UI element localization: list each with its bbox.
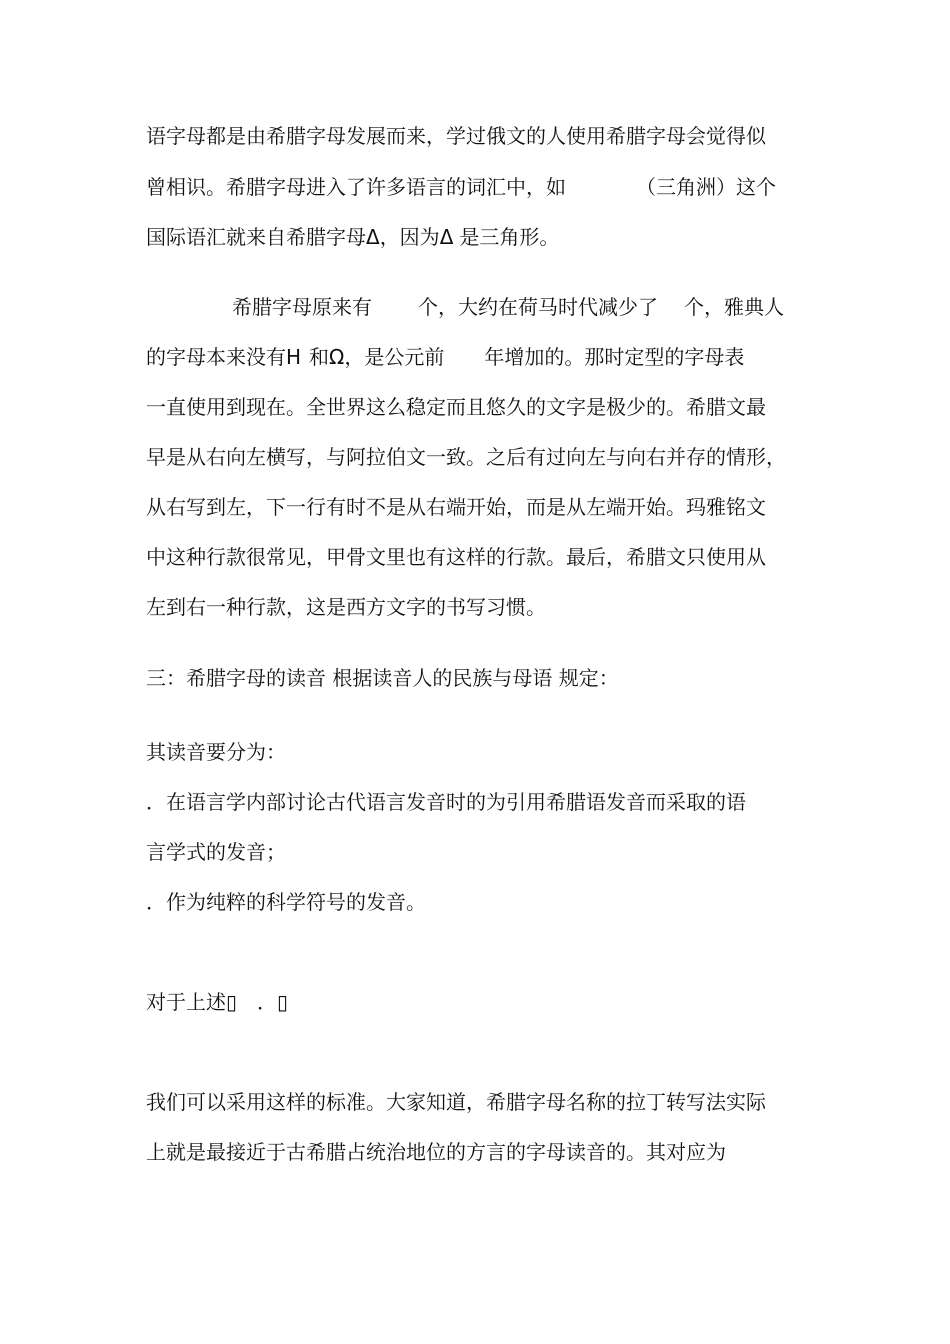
text-run: 的字母本来没有 xyxy=(146,345,286,369)
paragraph-2-line-3: 一直使用到现在。全世界这么稳定而且悠久的文字是极少的。希腊文最 xyxy=(146,395,766,419)
section-heading-3: 三：希腊字母的读音 根据读音人的民族与母语 规定： xyxy=(146,666,619,690)
paragraph-2-line-6: 中这种行款很常见，甲骨文里也有这样的行款。最后，希腊文只使用从 xyxy=(146,545,766,569)
text-run: 国际语汇就来自希腊字母 xyxy=(146,225,366,249)
text-run: 曾相识。希腊字母进入了许多语言的词汇中，如 xyxy=(146,175,566,199)
list-item-1-line-1: ．在语言学内部讨论古代语言发音时的为引用希腊语发音而采取的语 xyxy=(146,790,746,814)
text-run: 是三角形。 xyxy=(459,225,560,249)
text-run: ，是公元前 xyxy=(344,345,445,369)
text-run: 个，雅典人 xyxy=(684,295,784,319)
delta-symbol: Δ xyxy=(439,225,454,249)
paragraph-6-line-2: 上就是最接近于古希腊占统治地位的方言的字母读音的。其对应为 xyxy=(146,1140,726,1164)
eta-symbol: Η xyxy=(286,345,302,369)
text-run: 年增加的。那时定型的字母表 xyxy=(484,345,745,369)
paragraph-2-line-1 xyxy=(232,293,784,321)
paragraph-2-line-7: 左到右一种行款，这是西方文字的书写习惯。 xyxy=(146,595,546,619)
paragraph-5-line-1: 对于上述▯ ．▯ xyxy=(146,990,289,1014)
list-item-1-line-2: 言学式的发音； xyxy=(146,840,286,864)
paragraph-2-line-5: 从右写到左，下一行有时不是从右端开始，而是从左端开始。玛雅铭文 xyxy=(146,495,766,519)
paragraph-4-line-1: 其读音要分为： xyxy=(146,740,286,764)
text-run: 和 xyxy=(309,345,330,369)
text-run: 希腊字母原来有 xyxy=(232,295,372,319)
omega-symbol: Ω xyxy=(329,345,345,369)
paragraph-6-line-1: 我们可以采用这样的标准。大家知道，希腊字母名称的拉丁转写法实际 xyxy=(146,1090,766,1114)
list-item-2-line-1: ．作为纯粹的科学符号的发音。 xyxy=(146,890,426,914)
text-run: （三角洲）这个 xyxy=(636,175,776,199)
text-run: ，因为 xyxy=(379,225,440,249)
paragraph-2-line-2 xyxy=(146,343,744,371)
delta-symbol: Δ xyxy=(366,225,380,249)
paragraph-1-line-1: 语字母都是由希腊字母发展而来，学过俄文的人使用希腊字母会觉得似 xyxy=(146,124,766,148)
text-run: 个，大约在荷马时代减少了 xyxy=(418,295,658,319)
paragraph-1-line-3 xyxy=(146,223,559,251)
paragraph-2-line-4: 早是从右向左横写，与阿拉伯文一致。之后有过向左与向右并存的情形， xyxy=(146,445,786,469)
paragraph-1-line-2 xyxy=(146,173,776,201)
